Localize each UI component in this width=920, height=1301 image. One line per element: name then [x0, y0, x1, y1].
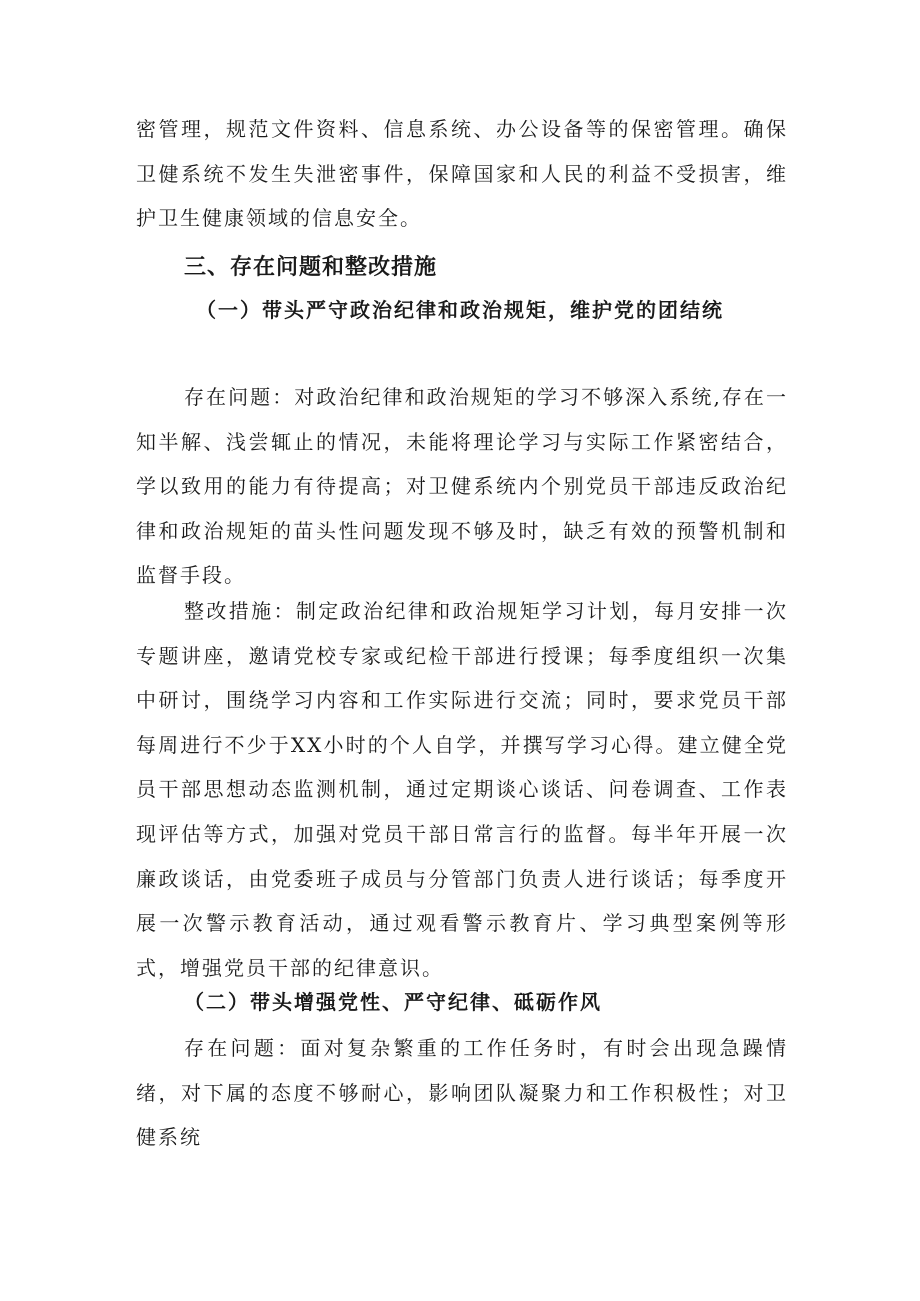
paragraph-problem-1: 存在问题：对政治纪律和政治规矩的学习不够深入系统,存在一知半解、浅尝辄止的情况，未能将理论学习与实际工作紧密结合，学以致用的能力有待提高；对卫健系统内个别党员干部违反政治纪律和政治规矩的苗头性问题发现不够及时，缺乏有效的预警机制和监督手段。: [136, 385, 788, 588]
section-heading: 三、存在问题和整改措施: [184, 255, 438, 280]
paragraph-measures-1: 整改措施：制定政治纪律和政治规矩学习计划，每月安排一次专题讲座，邀请党校专家或纪检干部进行授课；每季度组织一次集中研讨，围绕学习内容和工作实际进行交流；同时，要求党员干部每周进行不少于XX小时的个人自学，并撰写学习心得。建立健全党员干部思想动态监测机制，通过定期谈心谈话、问卷调查、工作表现评估等方式，加强对党员干部日常言行的监督。每半年开展一次廉政谈话，由党委班子成员与分管部门负责人进行谈话；每季度开展一次警示教育活动，通过观看警示教育片、学习典型案例等形式，增强党员干部的纪律意识。: [136, 599, 788, 980]
subsection-heading-1: （一）带头严守政治纪律和政治规矩，维护党的团结统: [196, 298, 724, 322]
paragraph-confidentiality: 密管理，规范文件资料、信息系统、办公设备等的保密管理。确保卫健系统不发生失泄密事件，保障国家和人民的利益不受损害，维护卫生健康领域的信息安全。: [136, 117, 788, 231]
subsection-heading-2: （二）带头增强党性、严守纪律、砥砺作风: [184, 990, 602, 1014]
paragraph-problem-2: 存在问题：面对复杂繁重的工作任务时，有时会出现急躁情绪，对下属的态度不够耐心，影响团队凝聚力和工作积极性；对卫健系统: [136, 1036, 788, 1150]
